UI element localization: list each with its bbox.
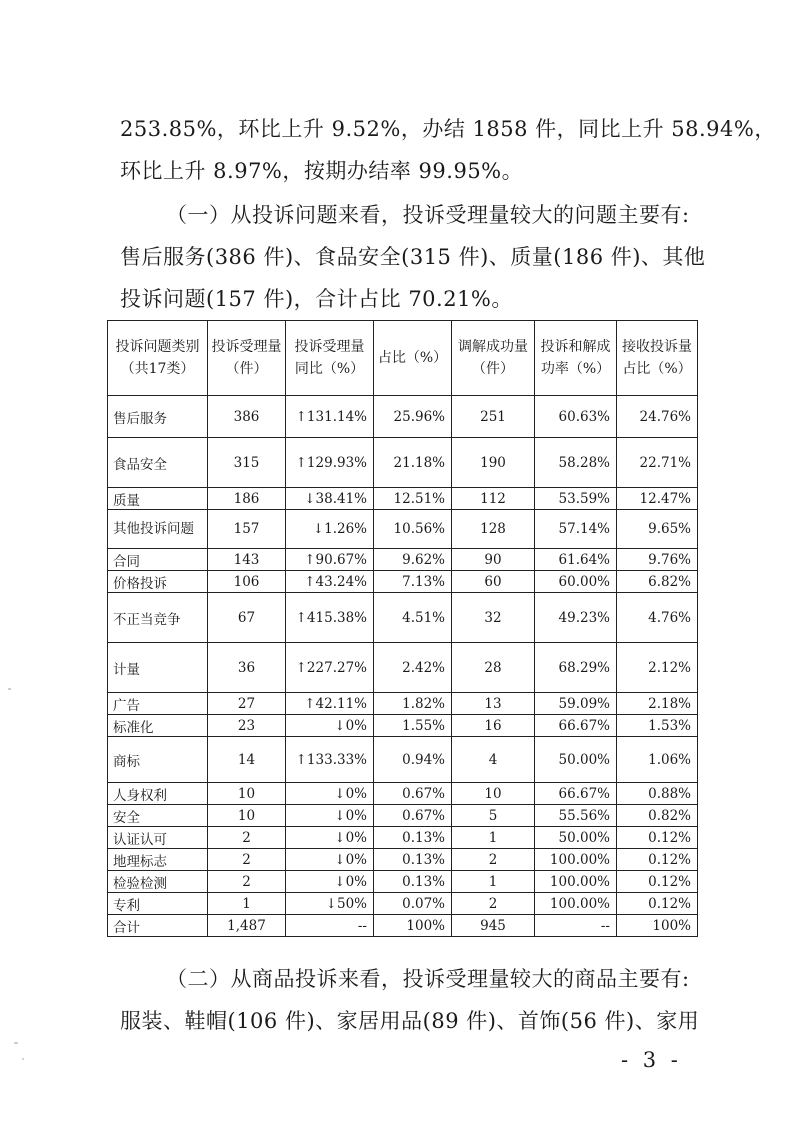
- cell-accepted: 36: [208, 643, 286, 693]
- cell-received-share: 2.12%: [617, 643, 698, 693]
- cell-category: 地理标志: [108, 849, 208, 871]
- cell-category: 合同: [108, 549, 208, 571]
- cell-yoy: ↓0%: [286, 805, 374, 827]
- table-row: [108, 693, 698, 715]
- cell-share: 10.56%: [374, 510, 452, 549]
- cell-success-rate: 60.00%: [535, 571, 617, 593]
- cell-accepted: 10: [208, 805, 286, 827]
- intro-paragraph: [120, 108, 776, 192]
- cell-received-share: 22.71%: [617, 438, 698, 488]
- section-one-paragraph: [120, 194, 706, 320]
- cell-mediated: 1: [452, 871, 535, 893]
- cell-received-share: 12.47%: [617, 488, 698, 510]
- cell-yoy: ↓0%: [286, 783, 374, 805]
- cell-share: 0.67%: [374, 783, 452, 805]
- cell-accepted: 2: [208, 849, 286, 871]
- cell-accepted: 386: [208, 396, 286, 438]
- cell-yoy: ↓0%: [286, 827, 374, 849]
- cell-accepted: 315: [208, 438, 286, 488]
- cell-mediated: 112: [452, 488, 535, 510]
- cell-share: 0.67%: [374, 805, 452, 827]
- table-row: [108, 871, 698, 893]
- cell-yoy: ↑415.38%: [286, 593, 374, 643]
- table-row: [108, 510, 698, 549]
- cell-yoy: ↑129.93%: [286, 438, 374, 488]
- cell-share: 4.51%: [374, 593, 452, 643]
- cell-received-share: 0.12%: [617, 827, 698, 849]
- cell-share: 0.13%: [374, 827, 452, 849]
- cell-category: 广告: [108, 693, 208, 715]
- cell-yoy: ↓0%: [286, 871, 374, 893]
- cell-success-rate: 50.00%: [535, 827, 617, 849]
- cell-yoy: ↓0%: [286, 715, 374, 737]
- table-body: [108, 396, 698, 937]
- cell-received-share: 100%: [617, 915, 698, 937]
- section-one-line-3: 投诉问题(157 件)，合计占比 70.21%。: [120, 287, 513, 311]
- cell-mediated: 13: [452, 693, 535, 715]
- cell-yoy: ↑43.24%: [286, 571, 374, 593]
- cell-success-rate: 61.64%: [535, 549, 617, 571]
- section-two-line-2: 服装、鞋帽(106 件)、家居用品(89 件)、首饰(56 件)、家用: [120, 1009, 700, 1033]
- cell-mediated: 28: [452, 643, 535, 693]
- scan-speck: [22, 1058, 24, 1060]
- cell-received-share: 0.12%: [617, 893, 698, 915]
- cell-accepted: 10: [208, 783, 286, 805]
- cell-share: 9.62%: [374, 549, 452, 571]
- cell-yoy: ↓38.41%: [286, 488, 374, 510]
- cell-mediated: 1: [452, 827, 535, 849]
- table-row: [108, 643, 698, 693]
- cell-category: 价格投诉: [108, 571, 208, 593]
- header-category: 投诉问题类别（共17类）: [108, 321, 208, 396]
- table-row: [108, 737, 698, 783]
- cell-share: 2.42%: [374, 643, 452, 693]
- cell-yoy: ↓1.26%: [286, 510, 374, 549]
- cell-mediated: 60: [452, 571, 535, 593]
- cell-success-rate: 55.56%: [535, 805, 617, 827]
- section-one-line-1: （一）从投诉问题来看，投诉受理量较大的问题主要有:: [166, 203, 690, 227]
- cell-accepted: 186: [208, 488, 286, 510]
- cell-yoy: --: [286, 915, 374, 937]
- intro-line-2: 环比上升 8.97%，按期办结率 99.95%。: [120, 159, 524, 183]
- cell-success-rate: 66.67%: [535, 783, 617, 805]
- cell-mediated: 128: [452, 510, 535, 549]
- cell-share: 21.18%: [374, 438, 452, 488]
- cell-mediated: 32: [452, 593, 535, 643]
- cell-category: 质量: [108, 488, 208, 510]
- header-share: 占比（%）: [374, 321, 452, 396]
- cell-category: 人身权利: [108, 783, 208, 805]
- cell-success-rate: 100.00%: [535, 893, 617, 915]
- cell-mediated: 5: [452, 805, 535, 827]
- cell-share: 0.13%: [374, 849, 452, 871]
- table-row: [108, 715, 698, 737]
- cell-received-share: 4.76%: [617, 593, 698, 643]
- cell-received-share: 1.53%: [617, 715, 698, 737]
- cell-yoy: ↑90.67%: [286, 549, 374, 571]
- cell-success-rate: 100.00%: [535, 871, 617, 893]
- cell-success-rate: 68.29%: [535, 643, 617, 693]
- cell-share: 0.94%: [374, 737, 452, 783]
- cell-success-rate: 59.09%: [535, 693, 617, 715]
- table-row: [108, 849, 698, 871]
- cell-success-rate: 57.14%: [535, 510, 617, 549]
- cell-share: 0.07%: [374, 893, 452, 915]
- cell-category: 食品安全: [108, 438, 208, 488]
- cell-mediated: 251: [452, 396, 535, 438]
- cell-received-share: 9.65%: [617, 510, 698, 549]
- header-received-share: 接收投诉量占比（%）: [617, 321, 698, 396]
- cell-accepted: 67: [208, 593, 286, 643]
- cell-yoy: ↑42.11%: [286, 693, 374, 715]
- table-row: [108, 549, 698, 571]
- section-one-line-2: 售后服务(386 件)、食品安全(315 件)、质量(186 件)、其他: [120, 245, 706, 269]
- cell-category: 不正当竞争: [108, 593, 208, 643]
- cell-received-share: 1.06%: [617, 737, 698, 783]
- cell-share: 25.96%: [374, 396, 452, 438]
- page-number: - 3 -: [621, 1048, 682, 1072]
- table-row: [108, 783, 698, 805]
- complaint-stats-table: [107, 320, 698, 937]
- cell-category: 售后服务: [108, 396, 208, 438]
- table-row: [108, 593, 698, 643]
- cell-accepted: 23: [208, 715, 286, 737]
- table-row: [108, 438, 698, 488]
- section-two-line-1: （二）从商品投诉来看，投诉受理量较大的商品主要有:: [166, 967, 690, 991]
- table-row: [108, 915, 698, 937]
- cell-category: 其他投诉问题: [108, 510, 208, 549]
- cell-share: 1.82%: [374, 693, 452, 715]
- cell-mediated: 10: [452, 783, 535, 805]
- cell-success-rate: 58.28%: [535, 438, 617, 488]
- cell-accepted: 2: [208, 827, 286, 849]
- cell-mediated: 945: [452, 915, 535, 937]
- cell-accepted: 27: [208, 693, 286, 715]
- cell-accepted: 157: [208, 510, 286, 549]
- cell-share: 12.51%: [374, 488, 452, 510]
- cell-success-rate: 49.23%: [535, 593, 617, 643]
- scan-speck: [8, 688, 11, 690]
- cell-yoy: ↑133.33%: [286, 737, 374, 783]
- table-row: [108, 488, 698, 510]
- cell-yoy: ↓0%: [286, 849, 374, 871]
- cell-category: 标准化: [108, 715, 208, 737]
- cell-mediated: 4: [452, 737, 535, 783]
- table-row: [108, 827, 698, 849]
- cell-category: 专利: [108, 893, 208, 915]
- cell-success-rate: 66.67%: [535, 715, 617, 737]
- cell-accepted: 14: [208, 737, 286, 783]
- cell-accepted: 106: [208, 571, 286, 593]
- table-row: [108, 893, 698, 915]
- cell-received-share: 0.82%: [617, 805, 698, 827]
- table-row: [108, 396, 698, 438]
- scan-speck: [14, 1042, 18, 1044]
- cell-category: 安全: [108, 805, 208, 827]
- cell-success-rate: 60.63%: [535, 396, 617, 438]
- cell-success-rate: 50.00%: [535, 737, 617, 783]
- header-mediated: 调解成功量（件）: [452, 321, 535, 396]
- cell-share: 7.13%: [374, 571, 452, 593]
- cell-yoy: ↓50%: [286, 893, 374, 915]
- cell-received-share: 24.76%: [617, 396, 698, 438]
- cell-mediated: 2: [452, 849, 535, 871]
- cell-yoy: ↑131.14%: [286, 396, 374, 438]
- cell-success-rate: 100.00%: [535, 849, 617, 871]
- cell-received-share: 0.88%: [617, 783, 698, 805]
- table-row: [108, 805, 698, 827]
- cell-mediated: 190: [452, 438, 535, 488]
- cell-accepted: 1,487: [208, 915, 286, 937]
- cell-mediated: 90: [452, 549, 535, 571]
- header-yoy: 投诉受理量同比（%）: [286, 321, 374, 396]
- cell-share: 100%: [374, 915, 452, 937]
- cell-received-share: 9.76%: [617, 549, 698, 571]
- cell-category: 合计: [108, 915, 208, 937]
- cell-category: 检验检测: [108, 871, 208, 893]
- cell-yoy: ↑227.27%: [286, 643, 374, 693]
- table-header-row: [108, 321, 698, 396]
- cell-mediated: 2: [452, 893, 535, 915]
- cell-category: 商标: [108, 737, 208, 783]
- section-two-paragraph: [120, 958, 700, 1042]
- cell-mediated: 16: [452, 715, 535, 737]
- cell-accepted: 1: [208, 893, 286, 915]
- cell-received-share: 2.18%: [617, 693, 698, 715]
- cell-received-share: 0.12%: [617, 849, 698, 871]
- intro-line-1: 253.85%，环比上升 9.52%，办结 1858 件，同比上升 58.94%，: [120, 117, 776, 141]
- table-row: [108, 571, 698, 593]
- cell-success-rate: 53.59%: [535, 488, 617, 510]
- cell-received-share: 0.12%: [617, 871, 698, 893]
- cell-success-rate: --: [535, 915, 617, 937]
- cell-category: 认证认可: [108, 827, 208, 849]
- cell-received-share: 6.82%: [617, 571, 698, 593]
- cell-share: 1.55%: [374, 715, 452, 737]
- header-accepted: 投诉受理量（件）: [208, 321, 286, 396]
- cell-category: 计量: [108, 643, 208, 693]
- cell-accepted: 143: [208, 549, 286, 571]
- cell-share: 0.13%: [374, 871, 452, 893]
- header-success-rate: 投诉和解成功率（%）: [535, 321, 617, 396]
- cell-accepted: 2: [208, 871, 286, 893]
